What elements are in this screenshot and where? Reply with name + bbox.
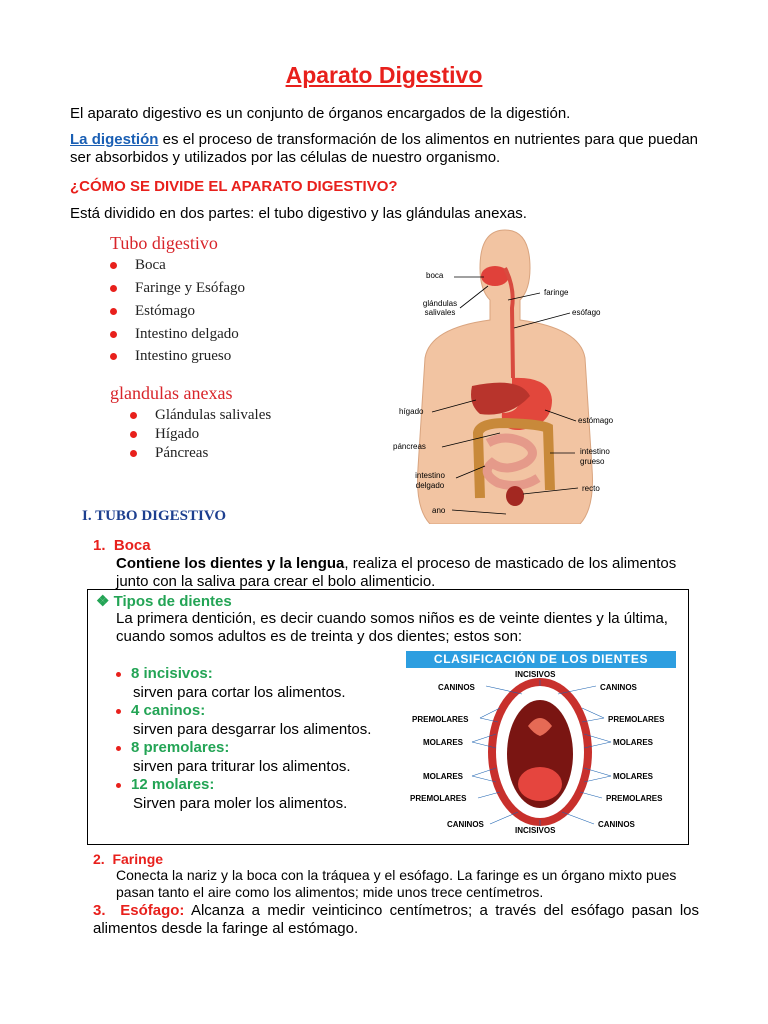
list-item: 8 premolares: [116,739,406,758]
organ-list [110,233,400,464]
label-caninos-tr: CANINOS [600,683,637,692]
label-molares-l1: MOLARES [423,738,463,747]
bullet-icon [130,450,137,457]
teeth-list [116,665,406,813]
list-item: Faringe y Esófago [110,280,400,303]
teeth-diagram-banner: CLASIFICACIÓN DE LOS DIENTES [406,651,676,668]
digestion-link[interactable]: La digestión [70,131,159,148]
item1-heading: 1. Boca [93,537,151,554]
label-higado: hígado [399,407,424,416]
label-premolares-l2: PREMOLARES [410,794,467,803]
label-intestino-grueso: intestino grueso [580,447,610,466]
bullet-icon [110,331,117,338]
label-estomago: estómago [578,416,614,425]
item3-paragraph: 3. Esófago: Alcanza a medir veinticinco centímetros; a través del esófago pasan los alimentos desde la faringe al estómago. [93,902,699,937]
teeth-desc: sirven para triturar los alimentos. [133,757,351,775]
bullet-icon [116,783,121,788]
label-boca: boca [426,271,444,280]
intro-paragraph: El aparato digestivo es un conjunto de órganos encargados de la digestión. [70,105,571,122]
teeth-heading: ❖ Tipos de dientes [96,593,232,610]
bullet-icon [110,262,117,269]
label-glandulas: glándulas salivales [422,299,458,317]
list-item: Hígado [110,426,400,445]
label-incisivos-top: INCISIVOS [515,670,556,679]
teeth-desc: Sirven para moler los alimentos. [133,794,348,812]
diamond-bullet-icon: ❖ [96,593,110,610]
label-ano: ano [432,506,446,515]
label-molares-r2: MOLARES [613,772,653,781]
list-item: Intestino grueso [110,348,400,383]
label-pancreas: páncreas [393,442,426,451]
page-title: Aparato Digestivo [285,62,483,88]
label-caninos-bl: CANINOS [447,820,484,829]
teeth-desc: sirven para cortar los alimentos. [133,683,346,701]
teeth-desc: sirven para desgarrar los alimentos. [133,720,372,738]
label-incisivos-bottom: INCISIVOS [515,826,556,835]
bullet-icon [130,412,137,419]
label-premolares-r1: PREMOLARES [608,715,665,724]
label-premolares-l1: PREMOLARES [412,715,469,724]
label-molares-l2: MOLARES [423,772,463,781]
list-item: Intestino delgado [110,326,400,348]
teeth-intro: La primera dentición, es decir cuando somos niños es de veinte dientes y la última, cuando somos adultos es de treinta y dos dientes; estos son: [116,610,668,645]
item2-heading: 2. Faringe [93,851,164,867]
bullet-icon [130,431,137,438]
teeth-diagram [406,670,676,838]
list-item: 8 incisivos: [116,665,406,684]
list-item: Páncreas [110,445,400,464]
list-item: 12 molares: [116,776,406,795]
label-faringe: faringe [544,288,569,297]
bullet-icon [116,709,121,714]
bullet-icon [116,746,121,751]
label-premolares-r2: PREMOLARES [606,794,663,803]
tubo-heading: Tubo digestivo [110,233,218,253]
digestion-text: es el proceso de transformación de los alimentos en nutrientes para que puedan ser absorbidos y utilizados por las células de nuestro organismo. [70,131,699,166]
list-item: Estómago [110,303,400,326]
list-item: Boca [110,257,400,280]
label-recto: recto [582,484,600,493]
item2-text: Conecta la nariz y la boca con la tráquea y el esófago. La faringe es un órgano mixto pues pasan tanto el aire como los alimentos; mide unos trece centímetros. [116,867,677,900]
section-heading: I. TUBO DIGESTIVO [82,508,227,524]
item1-text: Contiene los dientes y la lengua, realiza el proceso de masticado de los alimentos junto con la saliva para crear el bolo alimenticio. [116,555,677,590]
glandulas-heading: glandulas anexas [110,383,233,403]
label-esofago: esófago [572,308,601,317]
bullet-icon [110,285,117,292]
bullet-icon [116,672,121,677]
label-molares-r1: MOLARES [613,738,653,747]
division-paragraph: Está dividido en dos partes: el tubo digestivo y las glándulas anexas. [70,205,527,222]
label-caninos-tl: CANINOS [438,683,475,692]
list-item: 4 caninos: [116,702,406,721]
list-item: Glándulas salivales [110,407,400,426]
question-heading: ¿CÓMO SE DIVIDE EL APARATO DIGESTIVO? [70,178,398,195]
bullet-icon [110,308,117,315]
bullet-icon [110,353,117,360]
digestion-paragraph [70,131,698,167]
label-caninos-br: CANINOS [598,820,635,829]
label-intestino-delgado: intestino delgado [415,471,445,490]
